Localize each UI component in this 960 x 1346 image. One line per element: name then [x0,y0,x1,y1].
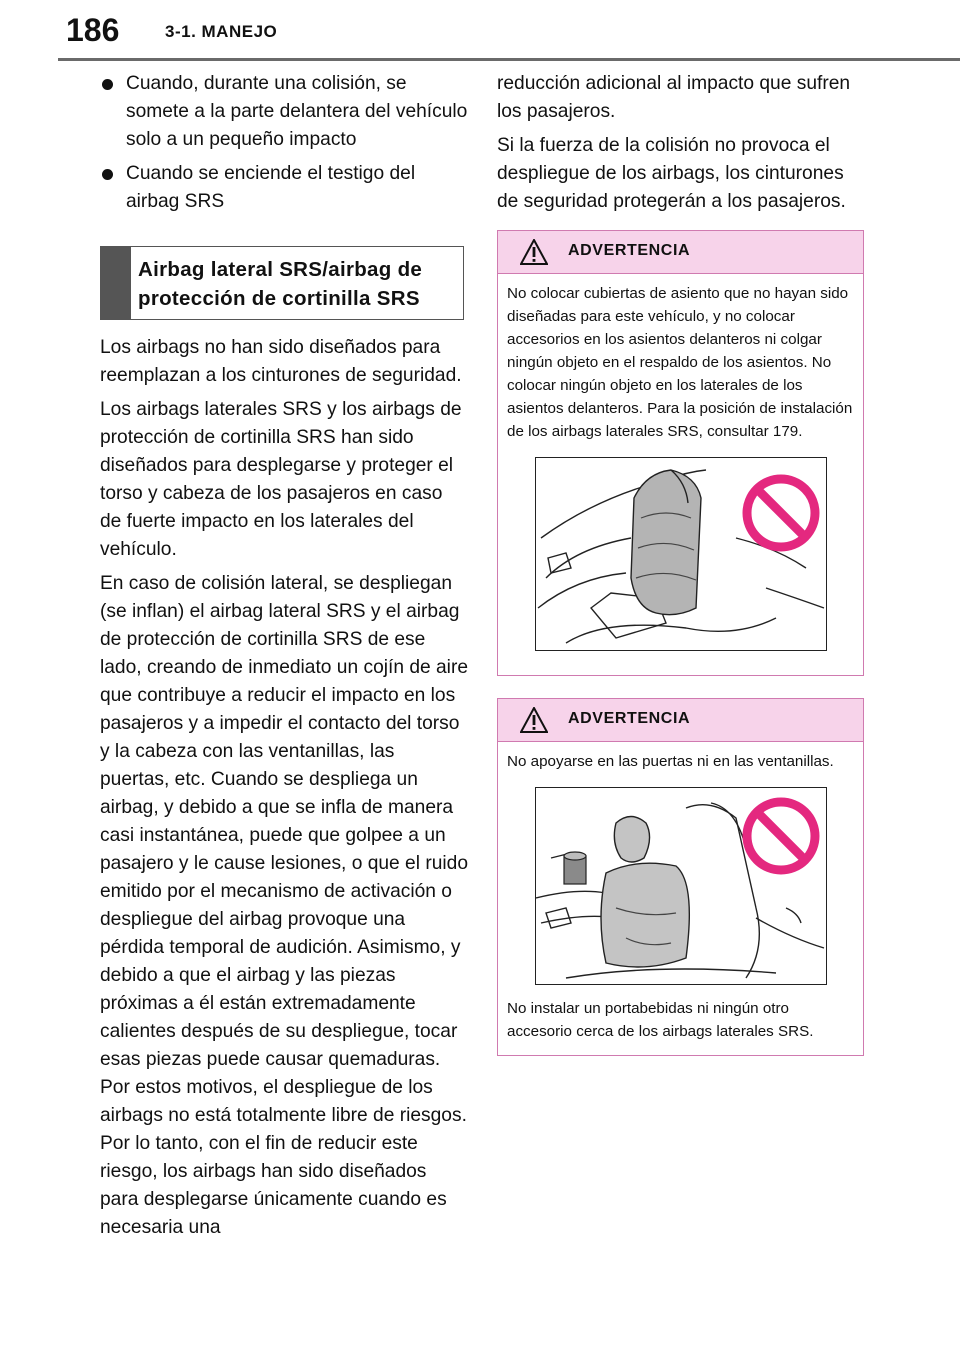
header-divider [58,58,960,61]
body-paragraph: En caso de colisión lateral, se despliegan (se inflan) el airbag lateral SRS y el airbag de protección de cortinilla SRS de ese lado, creando de inmediato un cojín de aire que contribuye a reducir el impacto en los pasajeros y a impedir el contacto del torso y la cabeza con las ventanillas, las puertas, etc. Cuando se despliega un airbag, y debido a que se infla de manera casi instantánea, puede que golpee a un pasajero y le cause lesiones, o que el ruido emitido por el mecanismo de activación o despliegue del airbag provoque una pérdida temporal de audición. Asimismo, y debido a que el airbag y las piezas próximas a él están extremadamente calientes después de su despliegue, tocar esas piezas puede causar quemaduras. Por estos motivos, el despliegue de los airbags no está totalmente libre de riesgos. Por lo tanto, con el fin de reducir este riesgo, los airbags han sido diseñados para desplegarse únicamente cuando es necesaria una [100,573,469,1238]
prohibited-sign-icon [747,802,815,870]
leaning-passenger-prohibited-illustration [535,787,827,985]
right-column [497,70,865,1056]
warning-text: No instalar un portabebidas ni ningún otro accesorio cerca de los airbags laterales SRS. [507,1000,814,1040]
warning-title: ADVERTENCIA [568,710,691,727]
warning-title: ADVERTENCIA [568,242,691,259]
prohibited-sign-icon [747,479,815,547]
warning-triangle-icon [520,239,548,265]
body-paragraph: Si la fuerza de la colisión no provoca el despliegue de los airbags, los cinturones de seguridad protegerán a los pasajeros. [497,135,846,212]
warning-header [498,699,863,742]
warning-text: No colocar cubiertas de asiento que no hayan sido diseñadas para este vehículo, y no colocar accesorios en los asientos delanteros ni colgar ningún objeto en el respaldo de los asientos. No colocar ningún objeto en los laterales de los asientos delanteros. Para la posición de instalación de los airbags laterales SRS, consultar 179. [507,285,853,440]
heading-accent-bar [101,247,131,319]
warning-body [498,742,863,1055]
section-title: 3-1. MANEJO [165,22,278,41]
warning-header [498,231,863,274]
section-heading-box [100,246,464,320]
warning-box [497,698,864,1056]
body-paragraph: Los airbags no han sido diseñados para reemplazan a los cinturones de seguridad. [100,337,462,386]
bullet-text: Cuando, durante una colisión, se somete a la parte delantera del vehículo solo a un pequeño impacto [126,73,468,150]
left-column [100,70,468,1248]
warning-box [497,230,864,676]
bullet-text: Cuando se enciende el testigo del airbag SRS [126,163,416,212]
bullet-icon [102,169,113,180]
warning-triangle-icon [520,707,548,733]
list-item [100,70,468,154]
warning-body [498,274,863,675]
page-number: 186 [66,12,120,48]
body-paragraph: Los airbags laterales SRS y los airbags de protección de cortinilla SRS han sido diseñados para desplegarse y proteger el torso y cabeza de los pasajeros en caso de fuerte impacto en los laterales del vehículo. [100,399,462,560]
page-header [0,0,960,62]
cup-holder-icon [564,852,586,884]
body-paragraph: reducción adicional al impacto que sufren los pasajeros. [497,73,851,122]
seat-cover-prohibited-illustration [535,457,827,651]
bullet-icon [102,79,113,90]
list-item [100,160,468,216]
warning-text: No apoyarse en las puertas ni en las ventanillas. [507,753,834,770]
bullet-list [100,70,468,216]
section-heading: Airbag lateral SRS/airbag de protección de cortinilla SRS [138,258,423,310]
